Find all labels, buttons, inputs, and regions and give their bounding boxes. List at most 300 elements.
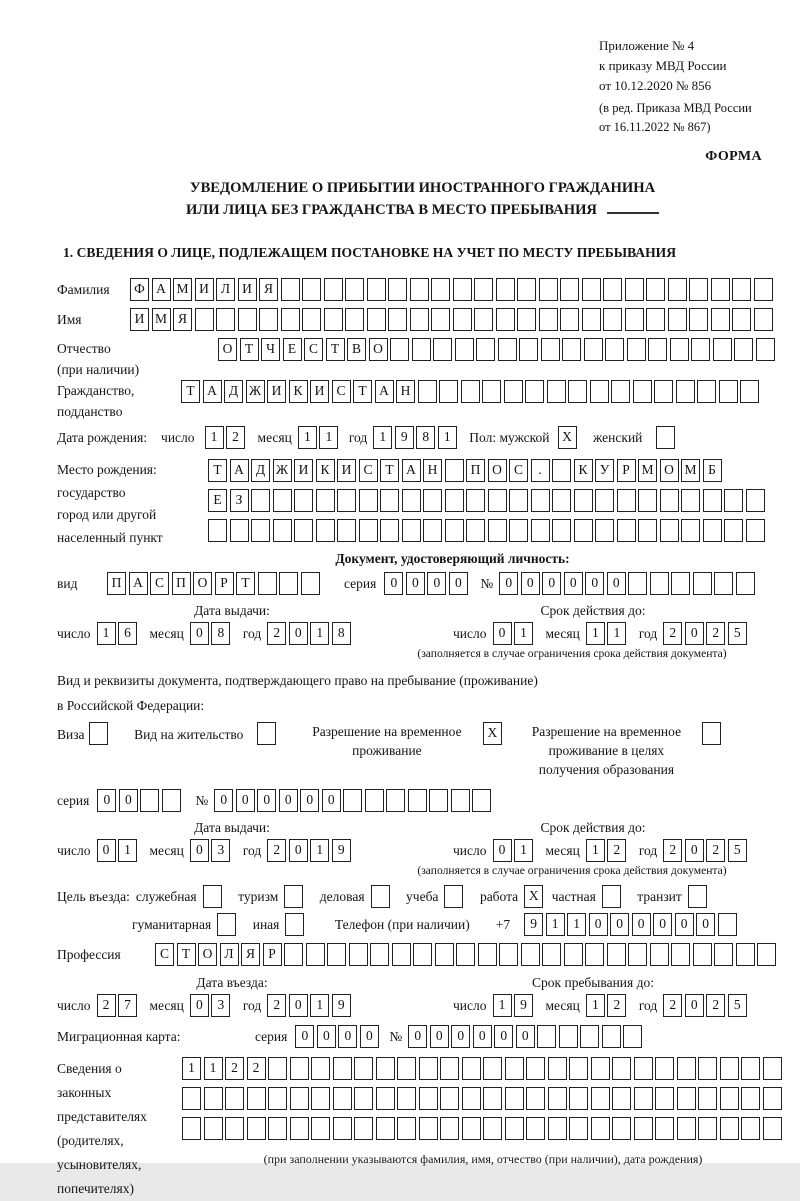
migration-number-field[interactable]	[408, 1025, 645, 1048]
char-cell[interactable]	[655, 1087, 674, 1110]
char-cell[interactable]	[720, 1117, 739, 1140]
char-cell[interactable]	[302, 278, 321, 301]
char-cell[interactable]: 0	[675, 913, 694, 936]
char-cell[interactable]: О	[193, 572, 212, 595]
char-cell[interactable]	[225, 1117, 244, 1140]
birth-place-row1-field[interactable]	[208, 459, 767, 482]
char-cell[interactable]: Р	[617, 459, 636, 482]
char-cell[interactable]: Т	[177, 943, 196, 966]
char-cell[interactable]	[419, 1117, 438, 1140]
char-cell[interactable]: И	[337, 459, 356, 482]
char-cell[interactable]	[693, 572, 712, 595]
char-cell[interactable]	[203, 885, 222, 908]
char-cell[interactable]	[333, 1117, 352, 1140]
phone-field[interactable]	[524, 913, 739, 936]
char-cell[interactable]	[345, 278, 364, 301]
birth-year-field[interactable]	[373, 426, 459, 449]
char-cell[interactable]	[517, 308, 536, 331]
char-cell[interactable]: 0	[499, 572, 518, 595]
char-cell[interactable]: 0	[685, 994, 704, 1017]
char-cell[interactable]	[568, 380, 587, 403]
char-cell[interactable]	[435, 943, 454, 966]
char-cell[interactable]: X	[483, 722, 502, 745]
entry-year[interactable]	[267, 994, 353, 1017]
char-cell[interactable]	[423, 489, 442, 512]
char-cell[interactable]	[548, 1117, 567, 1140]
char-cell[interactable]	[724, 519, 743, 542]
char-cell[interactable]: 0	[97, 839, 116, 862]
char-cell[interactable]	[526, 1117, 545, 1140]
char-cell[interactable]	[354, 1087, 373, 1110]
char-cell[interactable]: 0	[451, 1025, 470, 1048]
char-cell[interactable]	[324, 278, 343, 301]
char-cell[interactable]: 8	[211, 622, 230, 645]
purpose-tourism-checkbox[interactable]	[284, 885, 306, 908]
char-cell[interactable]: 1	[514, 839, 533, 862]
char-cell[interactable]	[702, 722, 721, 745]
char-cell[interactable]	[453, 278, 472, 301]
given-name-field[interactable]	[130, 308, 775, 331]
char-cell[interactable]	[560, 308, 579, 331]
char-cell[interactable]	[268, 1117, 287, 1140]
char-cell[interactable]	[595, 519, 614, 542]
char-cell[interactable]: 0	[214, 789, 233, 812]
char-cell[interactable]: 0	[289, 994, 308, 1017]
char-cell[interactable]	[634, 1087, 653, 1110]
stay-issue-month[interactable]	[190, 839, 233, 862]
char-cell[interactable]: М	[173, 278, 192, 301]
identity-issue-month[interactable]	[190, 622, 233, 645]
char-cell[interactable]: 0	[289, 622, 308, 645]
char-cell[interactable]	[89, 722, 108, 745]
char-cell[interactable]	[284, 943, 303, 966]
char-cell[interactable]: 0	[190, 622, 209, 645]
char-cell[interactable]	[668, 278, 687, 301]
char-cell[interactable]	[444, 885, 463, 908]
char-cell[interactable]	[472, 789, 491, 812]
char-cell[interactable]: Ж	[246, 380, 265, 403]
char-cell[interactable]	[451, 789, 470, 812]
char-cell[interactable]: О	[198, 943, 217, 966]
char-cell[interactable]	[591, 1087, 610, 1110]
char-cell[interactable]	[354, 1117, 373, 1140]
char-cell[interactable]	[537, 1025, 556, 1048]
char-cell[interactable]: К	[574, 459, 593, 482]
char-cell[interactable]	[402, 519, 421, 542]
char-cell[interactable]	[281, 278, 300, 301]
residence-permit-checkbox[interactable]	[257, 722, 279, 745]
char-cell[interactable]: З	[230, 489, 249, 512]
char-cell[interactable]: 0	[236, 789, 255, 812]
char-cell[interactable]: 0	[564, 572, 583, 595]
char-cell[interactable]: Л	[216, 278, 235, 301]
char-cell[interactable]	[552, 459, 571, 482]
char-cell[interactable]: 0	[449, 572, 468, 595]
char-cell[interactable]: О	[369, 338, 388, 361]
char-cell[interactable]	[431, 308, 450, 331]
char-cell[interactable]	[195, 308, 214, 331]
char-cell[interactable]	[257, 722, 276, 745]
char-cell[interactable]	[259, 308, 278, 331]
char-cell[interactable]	[625, 278, 644, 301]
char-cell[interactable]	[691, 338, 710, 361]
char-cell[interactable]: С	[155, 943, 174, 966]
char-cell[interactable]	[677, 1057, 696, 1080]
char-cell[interactable]	[582, 278, 601, 301]
birth-day-field[interactable]	[205, 426, 248, 449]
char-cell[interactable]: Е	[283, 338, 302, 361]
char-cell[interactable]: 0	[473, 1025, 492, 1048]
char-cell[interactable]	[736, 572, 755, 595]
char-cell[interactable]: 0	[119, 789, 138, 812]
purpose-business-checkbox[interactable]	[203, 885, 225, 908]
char-cell[interactable]	[763, 1117, 782, 1140]
stay-until-month[interactable]	[586, 994, 629, 1017]
char-cell[interactable]	[238, 308, 257, 331]
char-cell[interactable]: Я	[241, 943, 260, 966]
char-cell[interactable]: 0	[607, 572, 626, 595]
char-cell[interactable]	[359, 489, 378, 512]
char-cell[interactable]	[333, 1057, 352, 1080]
char-cell[interactable]	[539, 308, 558, 331]
temp-permit-checkbox[interactable]	[483, 722, 505, 745]
char-cell[interactable]: Т	[181, 380, 200, 403]
char-cell[interactable]	[370, 943, 389, 966]
char-cell[interactable]: 1	[97, 622, 116, 645]
char-cell[interactable]	[505, 1057, 524, 1080]
char-cell[interactable]: 1	[118, 839, 137, 862]
char-cell[interactable]	[455, 338, 474, 361]
char-cell[interactable]	[316, 519, 335, 542]
char-cell[interactable]	[638, 519, 657, 542]
char-cell[interactable]	[655, 1057, 674, 1080]
char-cell[interactable]	[552, 489, 571, 512]
sex-female-checkbox[interactable]	[656, 426, 678, 449]
surname-field[interactable]	[130, 278, 775, 301]
char-cell[interactable]: 2	[706, 622, 725, 645]
char-cell[interactable]	[732, 308, 751, 331]
representatives-row2-field[interactable]	[182, 1087, 784, 1110]
char-cell[interactable]	[247, 1087, 266, 1110]
char-cell[interactable]: 2	[247, 1057, 266, 1080]
char-cell[interactable]	[703, 489, 722, 512]
char-cell[interactable]	[478, 943, 497, 966]
char-cell[interactable]: Т	[208, 459, 227, 482]
char-cell[interactable]	[337, 489, 356, 512]
char-cell[interactable]: 2	[226, 426, 245, 449]
doc-number-field[interactable]	[499, 572, 757, 595]
char-cell[interactable]: 5	[728, 994, 747, 1017]
char-cell[interactable]	[311, 1087, 330, 1110]
char-cell[interactable]	[698, 1117, 717, 1140]
char-cell[interactable]	[354, 1057, 373, 1080]
stay-series-field[interactable]	[97, 789, 183, 812]
identity-issue-year[interactable]	[267, 622, 353, 645]
char-cell[interactable]	[671, 943, 690, 966]
char-cell[interactable]	[681, 519, 700, 542]
char-cell[interactable]	[445, 459, 464, 482]
char-cell[interactable]: 8	[416, 426, 435, 449]
char-cell[interactable]	[693, 943, 712, 966]
char-cell[interactable]	[634, 1117, 653, 1140]
char-cell[interactable]: 0	[322, 789, 341, 812]
stay-issue-year[interactable]	[267, 839, 353, 862]
char-cell[interactable]	[230, 519, 249, 542]
char-cell[interactable]	[605, 338, 624, 361]
char-cell[interactable]	[302, 308, 321, 331]
char-cell[interactable]	[462, 1117, 481, 1140]
char-cell[interactable]: 1	[182, 1057, 201, 1080]
char-cell[interactable]	[591, 1057, 610, 1080]
char-cell[interactable]: Т	[326, 338, 345, 361]
char-cell[interactable]	[519, 338, 538, 361]
char-cell[interactable]	[386, 789, 405, 812]
char-cell[interactable]	[258, 572, 277, 595]
char-cell[interactable]: 0	[317, 1025, 336, 1048]
char-cell[interactable]	[703, 519, 722, 542]
char-cell[interactable]: 1	[373, 426, 392, 449]
identity-expiry-month[interactable]	[586, 622, 629, 645]
char-cell[interactable]	[327, 943, 346, 966]
char-cell[interactable]: Ч	[261, 338, 280, 361]
char-cell[interactable]	[611, 380, 630, 403]
char-cell[interactable]	[371, 885, 390, 908]
char-cell[interactable]: 0	[190, 839, 209, 862]
char-cell[interactable]	[279, 572, 298, 595]
char-cell[interactable]	[390, 338, 409, 361]
char-cell[interactable]: 1	[567, 913, 586, 936]
char-cell[interactable]	[627, 338, 646, 361]
char-cell[interactable]: Р	[263, 943, 282, 966]
char-cell[interactable]: Д	[224, 380, 243, 403]
char-cell[interactable]: 1	[586, 839, 605, 862]
char-cell[interactable]: 1	[438, 426, 457, 449]
char-cell[interactable]	[496, 278, 515, 301]
char-cell[interactable]	[182, 1087, 201, 1110]
char-cell[interactable]	[607, 943, 626, 966]
char-cell[interactable]: А	[152, 278, 171, 301]
stay-expiry-year[interactable]	[663, 839, 749, 862]
identity-expiry-day[interactable]	[493, 622, 536, 645]
char-cell[interactable]: 9	[395, 426, 414, 449]
char-cell[interactable]	[474, 278, 493, 301]
char-cell[interactable]	[311, 1117, 330, 1140]
char-cell[interactable]	[504, 380, 523, 403]
char-cell[interactable]	[548, 1057, 567, 1080]
char-cell[interactable]: 9	[524, 913, 543, 936]
char-cell[interactable]: 0	[585, 572, 604, 595]
char-cell[interactable]	[623, 1025, 642, 1048]
birth-place-row2-field[interactable]	[208, 489, 767, 512]
char-cell[interactable]: В	[347, 338, 366, 361]
birth-month-field[interactable]	[298, 426, 341, 449]
char-cell[interactable]	[247, 1117, 266, 1140]
char-cell[interactable]	[603, 308, 622, 331]
char-cell[interactable]	[376, 1117, 395, 1140]
char-cell[interactable]	[461, 380, 480, 403]
char-cell[interactable]	[397, 1087, 416, 1110]
char-cell[interactable]	[208, 519, 227, 542]
char-cell[interactable]	[301, 572, 320, 595]
purpose-humanitarian-checkbox[interactable]	[217, 913, 239, 936]
char-cell[interactable]	[343, 789, 362, 812]
char-cell[interactable]: 0	[427, 572, 446, 595]
char-cell[interactable]: 2	[663, 622, 682, 645]
char-cell[interactable]: 7	[118, 994, 137, 1017]
char-cell[interactable]	[311, 1057, 330, 1080]
char-cell[interactable]	[655, 1117, 674, 1140]
char-cell[interactable]: 9	[332, 994, 351, 1017]
char-cell[interactable]	[677, 1117, 696, 1140]
doc-kind-field[interactable]	[107, 572, 322, 595]
char-cell[interactable]	[204, 1117, 223, 1140]
char-cell[interactable]: X	[524, 885, 543, 908]
char-cell[interactable]: 2	[267, 994, 286, 1017]
char-cell[interactable]	[681, 489, 700, 512]
char-cell[interactable]	[697, 380, 716, 403]
char-cell[interactable]	[628, 943, 647, 966]
char-cell[interactable]: 0	[610, 913, 629, 936]
char-cell[interactable]: 0	[516, 1025, 535, 1048]
char-cell[interactable]: 0	[685, 839, 704, 862]
char-cell[interactable]: 3	[211, 994, 230, 1017]
char-cell[interactable]: А	[230, 459, 249, 482]
char-cell[interactable]	[526, 1057, 545, 1080]
char-cell[interactable]: 1	[586, 994, 605, 1017]
char-cell[interactable]: С	[304, 338, 323, 361]
char-cell[interactable]: 1	[205, 426, 224, 449]
char-cell[interactable]	[419, 1087, 438, 1110]
purpose-transit-checkbox[interactable]	[688, 885, 710, 908]
char-cell[interactable]: О	[218, 338, 237, 361]
char-cell[interactable]	[689, 278, 708, 301]
char-cell[interactable]: О	[488, 459, 507, 482]
char-cell[interactable]: 2	[97, 994, 116, 1017]
char-cell[interactable]	[483, 1087, 502, 1110]
char-cell[interactable]: П	[172, 572, 191, 595]
char-cell[interactable]: Я	[259, 278, 278, 301]
char-cell[interactable]	[505, 1117, 524, 1140]
char-cell[interactable]: 9	[514, 994, 533, 1017]
char-cell[interactable]	[456, 943, 475, 966]
char-cell[interactable]	[574, 489, 593, 512]
char-cell[interactable]	[412, 338, 431, 361]
char-cell[interactable]	[376, 1087, 395, 1110]
char-cell[interactable]	[736, 943, 755, 966]
char-cell[interactable]: С	[332, 380, 351, 403]
char-cell[interactable]	[290, 1087, 309, 1110]
char-cell[interactable]	[660, 489, 679, 512]
char-cell[interactable]	[483, 1117, 502, 1140]
char-cell[interactable]: 5	[728, 839, 747, 862]
profession-field[interactable]	[155, 943, 779, 966]
char-cell[interactable]	[268, 1057, 287, 1080]
char-cell[interactable]	[569, 1087, 588, 1110]
char-cell[interactable]: Л	[220, 943, 239, 966]
char-cell[interactable]	[505, 1087, 524, 1110]
char-cell[interactable]: 9	[332, 839, 351, 862]
char-cell[interactable]	[591, 1117, 610, 1140]
char-cell[interactable]	[562, 338, 581, 361]
char-cell[interactable]	[569, 1057, 588, 1080]
char-cell[interactable]: 1	[204, 1057, 223, 1080]
sex-male-checkbox[interactable]	[558, 426, 580, 449]
char-cell[interactable]	[388, 278, 407, 301]
char-cell[interactable]	[531, 489, 550, 512]
char-cell[interactable]: Ф	[130, 278, 149, 301]
char-cell[interactable]	[388, 308, 407, 331]
char-cell[interactable]	[525, 380, 544, 403]
char-cell[interactable]	[746, 489, 765, 512]
char-cell[interactable]	[698, 1087, 717, 1110]
char-cell[interactable]: 2	[607, 994, 626, 1017]
char-cell[interactable]: 1	[298, 426, 317, 449]
char-cell[interactable]	[612, 1117, 631, 1140]
char-cell[interactable]	[617, 489, 636, 512]
char-cell[interactable]: А	[203, 380, 222, 403]
char-cell[interactable]	[584, 338, 603, 361]
char-cell[interactable]	[476, 338, 495, 361]
stay-until-day[interactable]	[493, 994, 536, 1017]
char-cell[interactable]	[590, 380, 609, 403]
char-cell[interactable]: 1	[310, 839, 329, 862]
char-cell[interactable]: 0	[653, 913, 672, 936]
char-cell[interactable]	[365, 789, 384, 812]
char-cell[interactable]	[602, 1025, 621, 1048]
char-cell[interactable]	[714, 943, 733, 966]
char-cell[interactable]: У	[595, 459, 614, 482]
char-cell[interactable]: 3	[211, 839, 230, 862]
char-cell[interactable]	[337, 519, 356, 542]
stay-issue-day[interactable]	[97, 839, 140, 862]
patronymic-field[interactable]	[218, 338, 777, 361]
purpose-commercial-checkbox[interactable]	[371, 885, 393, 908]
purpose-private-checkbox[interactable]	[602, 885, 624, 908]
char-cell[interactable]: 1	[493, 994, 512, 1017]
char-cell[interactable]	[204, 1087, 223, 1110]
char-cell[interactable]: 1	[310, 994, 329, 1017]
char-cell[interactable]	[439, 380, 458, 403]
char-cell[interactable]	[670, 338, 689, 361]
char-cell[interactable]	[440, 1087, 459, 1110]
char-cell[interactable]: 2	[267, 839, 286, 862]
char-cell[interactable]	[625, 308, 644, 331]
char-cell[interactable]	[676, 380, 695, 403]
char-cell[interactable]	[324, 308, 343, 331]
char-cell[interactable]	[440, 1117, 459, 1140]
char-cell[interactable]: Б	[703, 459, 722, 482]
char-cell[interactable]	[316, 489, 335, 512]
char-cell[interactable]	[294, 519, 313, 542]
char-cell[interactable]	[462, 1087, 481, 1110]
char-cell[interactable]: 0	[257, 789, 276, 812]
citizenship-field[interactable]	[181, 380, 762, 403]
char-cell[interactable]: А	[129, 572, 148, 595]
char-cell[interactable]	[646, 308, 665, 331]
char-cell[interactable]	[225, 1087, 244, 1110]
char-cell[interactable]	[756, 338, 775, 361]
char-cell[interactable]	[367, 278, 386, 301]
char-cell[interactable]	[367, 308, 386, 331]
char-cell[interactable]	[732, 278, 751, 301]
char-cell[interactable]: 0	[542, 572, 561, 595]
char-cell[interactable]	[656, 426, 675, 449]
char-cell[interactable]	[677, 1087, 696, 1110]
char-cell[interactable]	[724, 489, 743, 512]
char-cell[interactable]	[580, 1025, 599, 1048]
char-cell[interactable]: 0	[494, 1025, 513, 1048]
char-cell[interactable]: 0	[685, 622, 704, 645]
